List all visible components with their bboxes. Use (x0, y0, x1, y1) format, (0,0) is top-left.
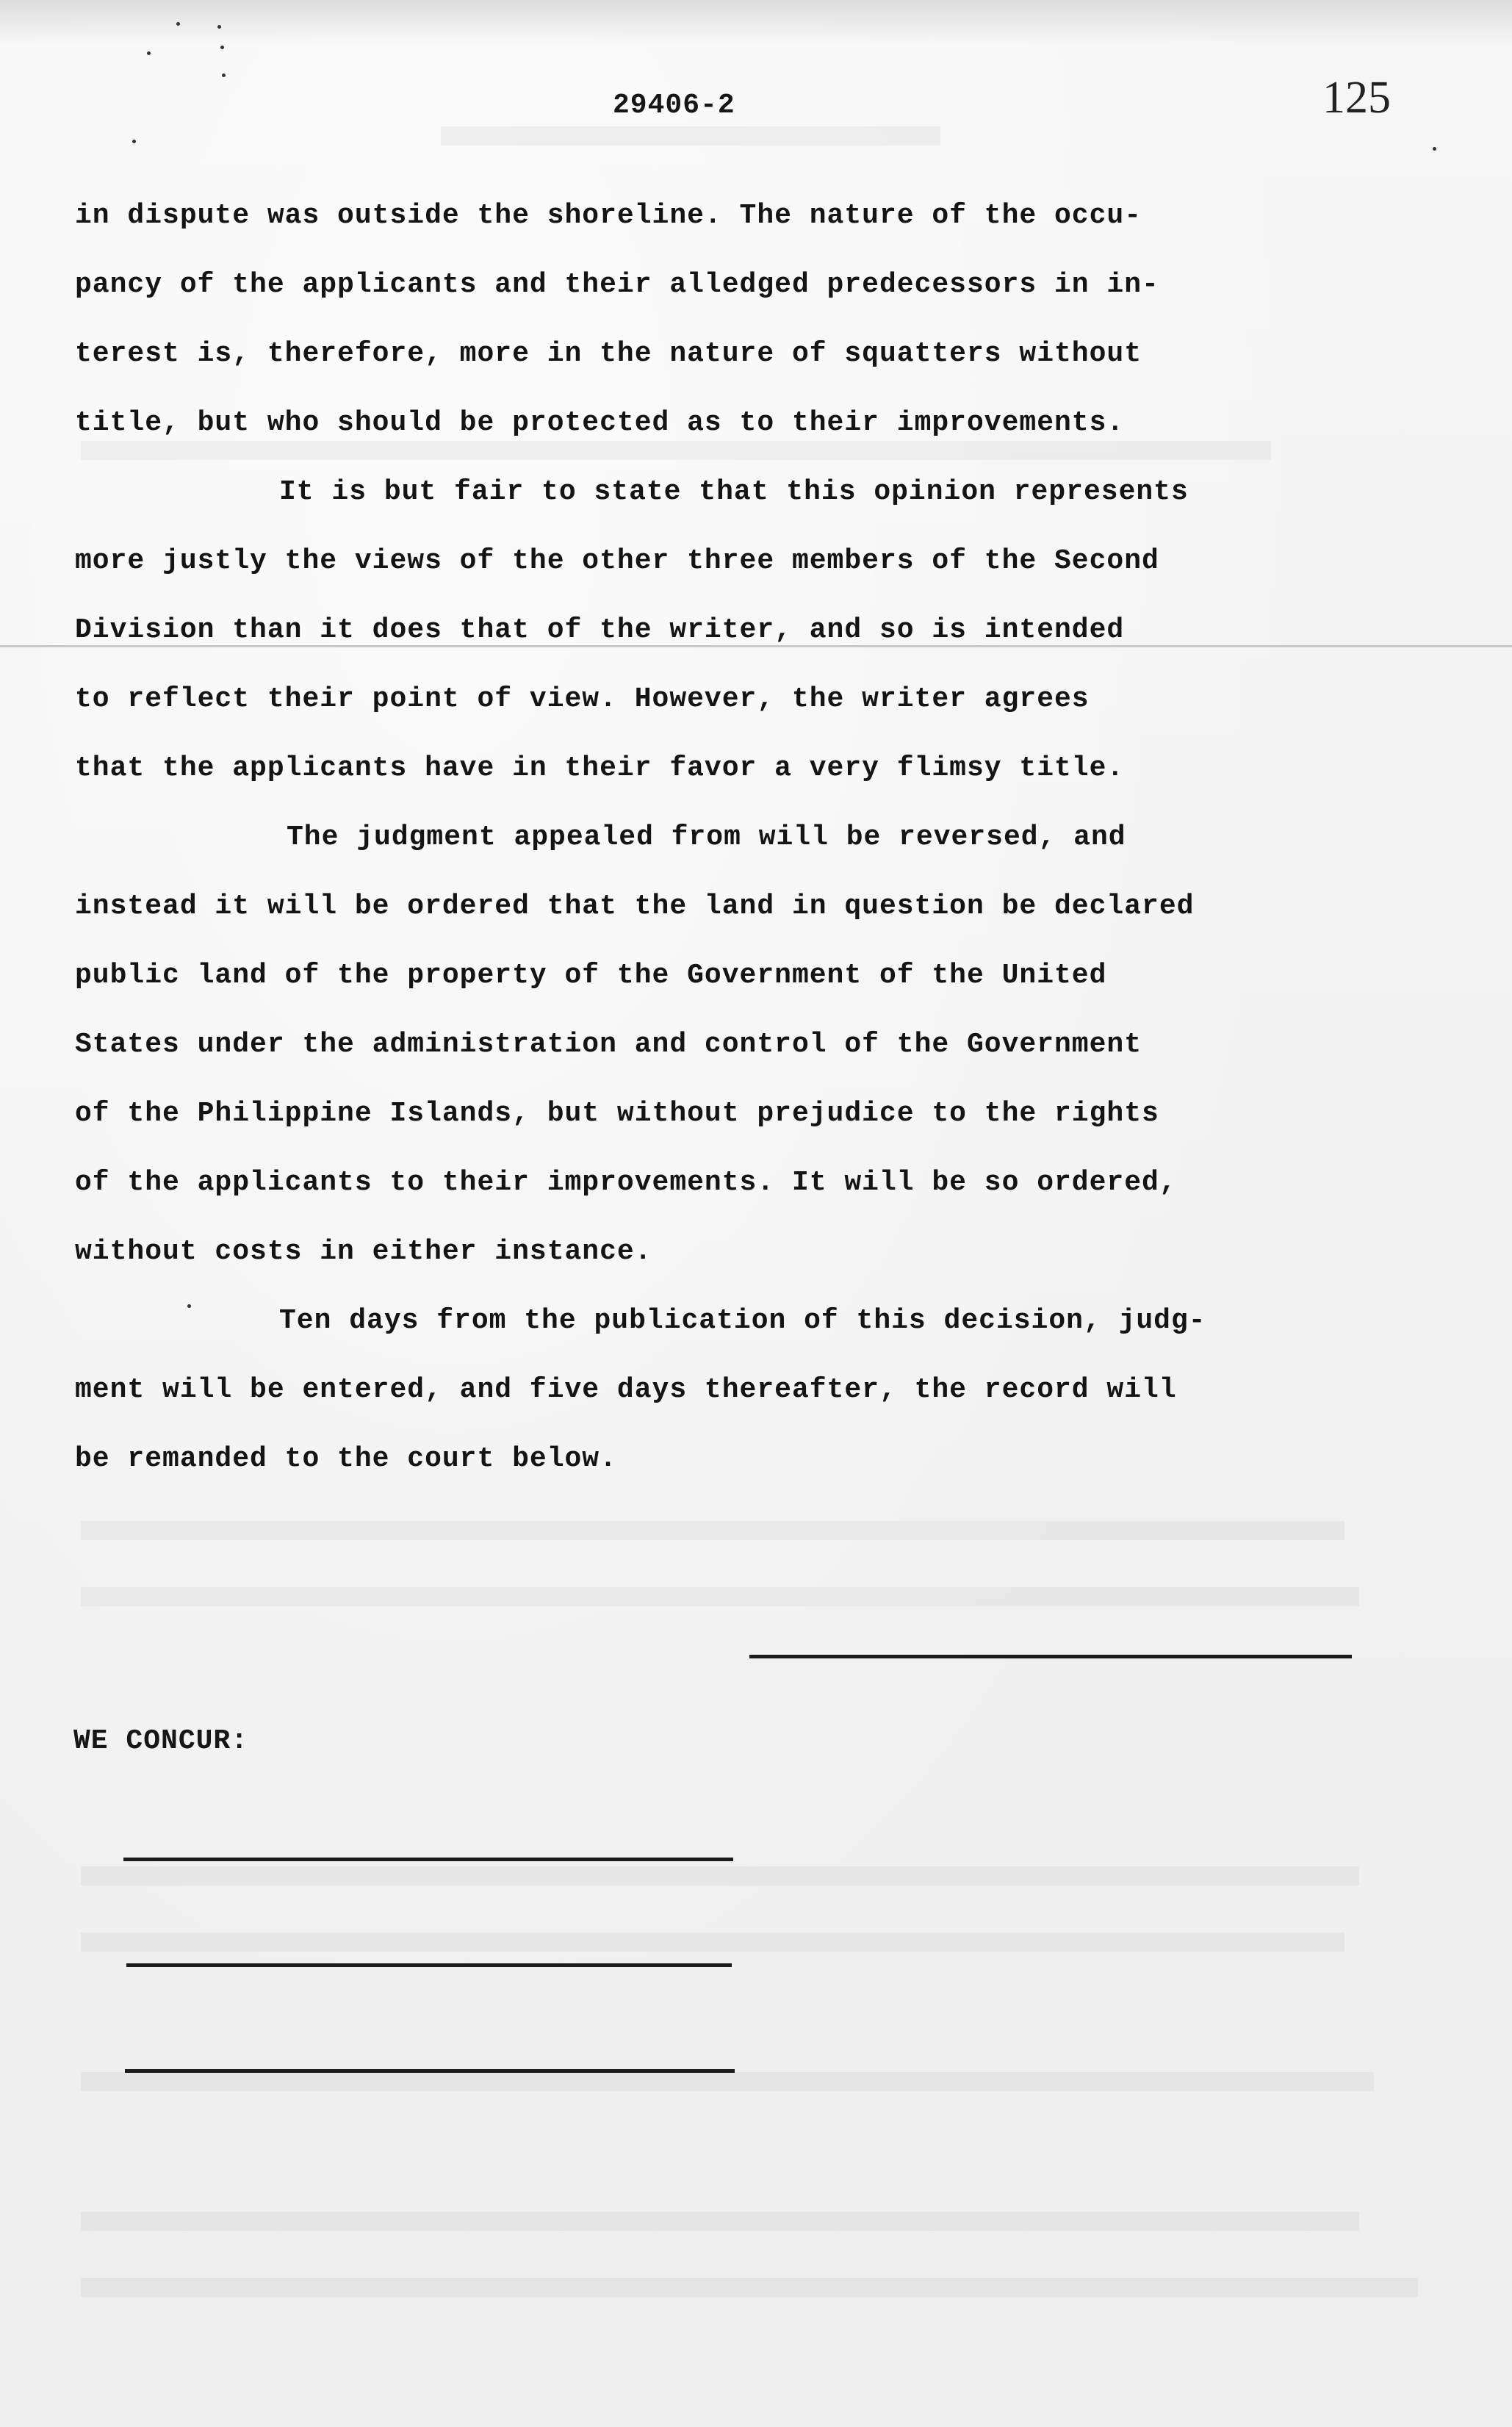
bleed-through-mark (81, 2212, 1359, 2231)
concurring-signature-line (125, 2069, 735, 2073)
bleed-through-mark (81, 2278, 1418, 2297)
scan-speck (176, 22, 180, 26)
body-line: States under the administration and control of the Government (75, 1029, 1142, 1060)
body-line: instead it will be ordered that the land in question be declared (75, 891, 1195, 922)
bleed-through-mark (81, 2072, 1374, 2091)
concurrence-label: WE CONCUR: (73, 1725, 249, 1757)
scan-speck (220, 46, 224, 49)
body-line: Division than it does that of the writer, and so is intended (75, 614, 1125, 646)
body-line: title, but who should be protected as to their improvements. (75, 407, 1125, 439)
document-reference-number: 29406-2 (613, 90, 735, 121)
body-line: of the Philippine Islands, but without prejudice to the rights (75, 1098, 1159, 1129)
body-line: in dispute was outside the shoreline. The nature of the occu- (75, 200, 1142, 231)
bleed-through-mark (81, 1521, 1344, 1540)
body-line: public land of the property of the Government of the United (75, 960, 1107, 991)
scan-speck (217, 25, 221, 29)
concurring-signature-line (123, 1858, 733, 1861)
body-line: be remanded to the court below. (75, 1443, 617, 1475)
body-line: It is but fair to state that this opinion represents (279, 476, 1189, 508)
bleed-through-mark (81, 1866, 1359, 1885)
body-line: of the applicants to their improvements. It will be so ordered, (75, 1167, 1177, 1198)
bleed-through-mark (81, 441, 1271, 460)
bleed-through-mark (81, 1587, 1359, 1606)
page-number: 125 (1322, 73, 1391, 123)
body-line: ment will be entered, and five days thereafter, the record will (75, 1374, 1177, 1406)
body-line: pancy of the applicants and their alledged predecessors in in- (75, 269, 1159, 301)
body-line: more justly the views of the other three members of the Second (75, 545, 1159, 577)
concurring-signature-line (126, 1963, 732, 1967)
body-line: that the applicants have in their favor a very flimsy title. (75, 752, 1125, 784)
bleed-through-mark (441, 126, 940, 145)
scan-speck (222, 73, 226, 77)
scan-top-shadow (0, 0, 1512, 44)
author-signature-line (749, 1655, 1352, 1658)
body-line: terest is, therefore, more in the nature of squatters without (75, 338, 1142, 370)
body-line: to reflect their point of view. However, the writer agrees (75, 683, 1090, 715)
scan-speck (147, 51, 151, 55)
scan-speck (1433, 147, 1436, 151)
scan-speck (187, 1304, 191, 1308)
body-line: without costs in either instance. (75, 1236, 652, 1268)
scan-speck (132, 140, 136, 143)
bleed-through-mark (81, 1932, 1344, 1952)
body-line: The judgment appealed from will be reversed, and (287, 821, 1126, 853)
body-line: Ten days from the publication of this decision, judg- (279, 1305, 1206, 1337)
